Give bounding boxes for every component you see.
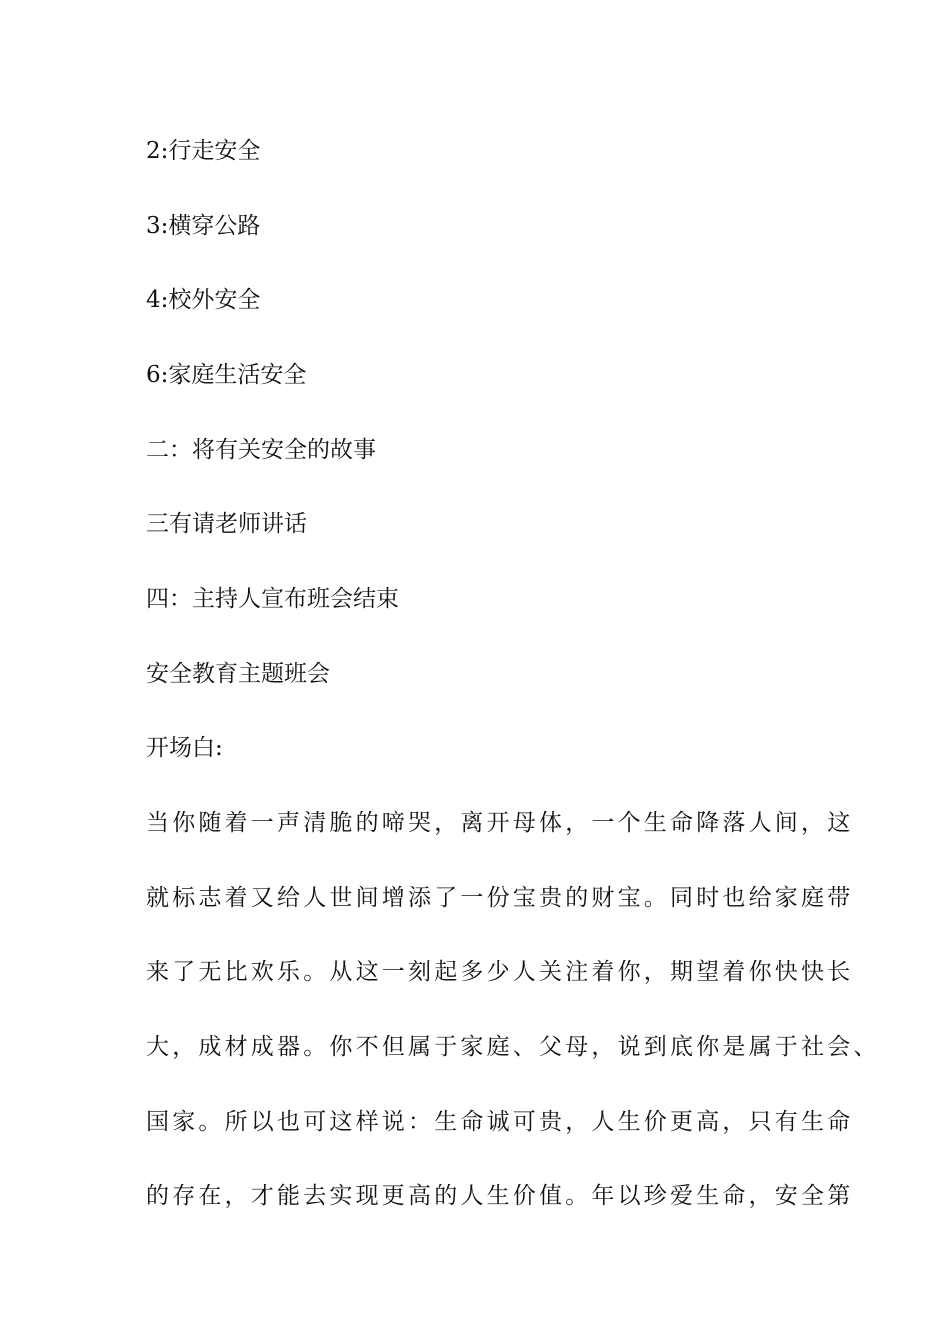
paragraph-line-3: 来了无比欢乐。从这一刻起多少人关注着你，期望着你快快长 — [146, 959, 854, 985]
list-item-home-life-safety: 6:家庭生活安全 — [146, 362, 307, 388]
section-safety-stories: 二：将有关安全的故事 — [146, 437, 376, 463]
list-item-off-campus-safety: 4:校外安全 — [146, 287, 261, 313]
paragraph-line-5: 国家。所以也可这样说：生命诚可贵，人生价更高，只有生命 — [146, 1109, 854, 1135]
paragraph-line-1: 当你随着一声清脆的啼哭，离开母体，一个生命降落人间，这 — [146, 810, 854, 836]
section-teacher-speech: 三有请老师讲话 — [146, 511, 307, 537]
opening-heading: 开场白: — [146, 735, 223, 761]
paragraph-line-4: 大，成材成器。你不但属于家庭、父母，说到底你是属于社会、 — [146, 1034, 880, 1060]
paragraph-line-2: 就标志着又给人世间增添了一份宝贵的财宝。同时也给家庭带 — [146, 885, 854, 911]
list-item-crossing-road: 3:横穿公路 — [146, 213, 261, 239]
paragraph-line-6: 的存在，才能去实现更高的人生价值。年以珍爱生命，安全第 — [146, 1183, 854, 1209]
section-host-closing: 四：主持人宣布班会结束 — [146, 586, 399, 612]
document-title: 安全教育主题班会 — [146, 661, 330, 687]
list-item-walking-safety: 2:行走安全 — [146, 138, 261, 164]
